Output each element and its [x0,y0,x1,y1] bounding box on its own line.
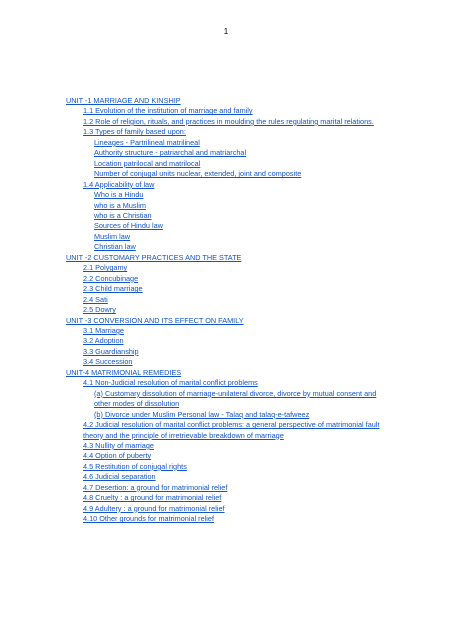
toc-link-3-1[interactable]: 3.1 Marriage [83,325,124,335]
toc-link-4-4[interactable]: 4.4 Option of puberty [83,451,152,461]
toc-link-1-3[interactable]: 1.3 Types of family based upon: [83,127,186,137]
page-number: 1 [223,27,229,36]
toc-link-1-2[interactable]: 1.2 Role of religion, rituals, and practices in moulding the rules regulating marital relations. [83,116,374,126]
toc-link-1-4[interactable]: 1.4 Applicability of law [83,179,155,189]
toc-link-4-6[interactable]: 4.6 Judicial separation [83,472,156,482]
toc-link-4-1-b[interactable]: (b) Divorce under Muslim Personal law - Talaq and talaq-e-tafweez [94,409,310,419]
toc-link-4-1[interactable]: 4.1 Non-Judicial resolution of marital conflict problems [83,378,258,388]
toc-link-4-10[interactable]: 4.10 Other grounds for matrimonial relief [83,514,214,524]
toc-link-2-5[interactable]: 2.5 Dowry [83,305,116,315]
toc-link-number-of-conjugal-units[interactable]: Number of conjugal units nuclear, extended, joint and composite [94,169,302,179]
toc-link-1-1[interactable]: 1.1 Evolution of the institution of marriage and family [83,106,253,116]
toc-link-who-is-a-christian[interactable]: who is a Christian [94,210,152,220]
toc-link-4-8[interactable]: 4.8 Cruelty : a ground for matrimonial relief [83,493,222,503]
toc-link-christian-law[interactable]: Christian law [94,242,136,252]
toc-link-unit-2[interactable]: UNIT -2 CUSTOMARY PRACTICES AND THE STATE [66,252,242,262]
toc-link-authority-structure[interactable]: Authority structure - patriarchal and matriarchal [94,148,247,158]
toc-link-who-is-a-hindu[interactable]: Who is a Hindu [94,190,144,200]
toc-link-4-3[interactable]: 4.3 Nullity of marriage [83,440,154,450]
toc-link-unit-4[interactable]: UNIT-4 MATRIMONIAL REMEDIES [66,367,182,377]
toc-link-4-5[interactable]: 4.5 Restitution of conjugal rights [83,461,187,471]
toc-link-lineages[interactable]: Lineages - Partrilineal matrilineal [94,137,200,147]
toc-link-4-1-a[interactable]: (a) Customary dissolution of marriage-unilateral divorce, divorce by mutual consent and other modes of dissolution [94,388,377,409]
toc-link-3-4[interactable]: 3.4 Succession [83,357,133,367]
toc-link-2-4[interactable]: 2.4 Sati [83,294,108,304]
toc-link-4-2[interactable]: 4.2 Judicial resolution of marital conflict problems: a general perspective of matrimonial fault theory and the principle of irretrievable breakdown of marriage [83,420,380,440]
toc-link-2-1[interactable]: 2.1 Polygamy [83,263,128,273]
toc-link-who-is-a-muslim[interactable]: who is a Muslim [94,200,146,210]
toc-link-sources-of-hindu-law[interactable]: Sources of Hindu law [94,221,163,231]
toc-link-2-2[interactable]: 2.2 Concubinage [83,273,139,283]
toc-link-3-2[interactable]: 3.2 Adoption [83,336,124,346]
toc-link-2-3[interactable]: 2.3 Child marriage [83,284,143,294]
toc-link-4-9[interactable]: 4.9 Adultery : a ground for matrimonial relief [83,503,225,513]
toc-link-3-3[interactable]: 3.3 Guardianship [83,346,139,356]
toc-link-4-7[interactable]: 4.7 Desertion: a ground for matrimonial relief [83,482,228,492]
table-of-contents [66,96,388,525]
toc-link-muslim-law[interactable]: Muslim law [94,231,131,241]
toc-link-unit-3[interactable]: UNIT -3 CONVERSION AND ITS EFFECT ON FAMILY [66,315,244,325]
toc-link-location[interactable]: Location patrilocal and matrilocal [94,158,201,168]
toc-link-unit-1[interactable]: UNIT -1 MARRIAGE AND KINSHIP [66,96,181,105]
